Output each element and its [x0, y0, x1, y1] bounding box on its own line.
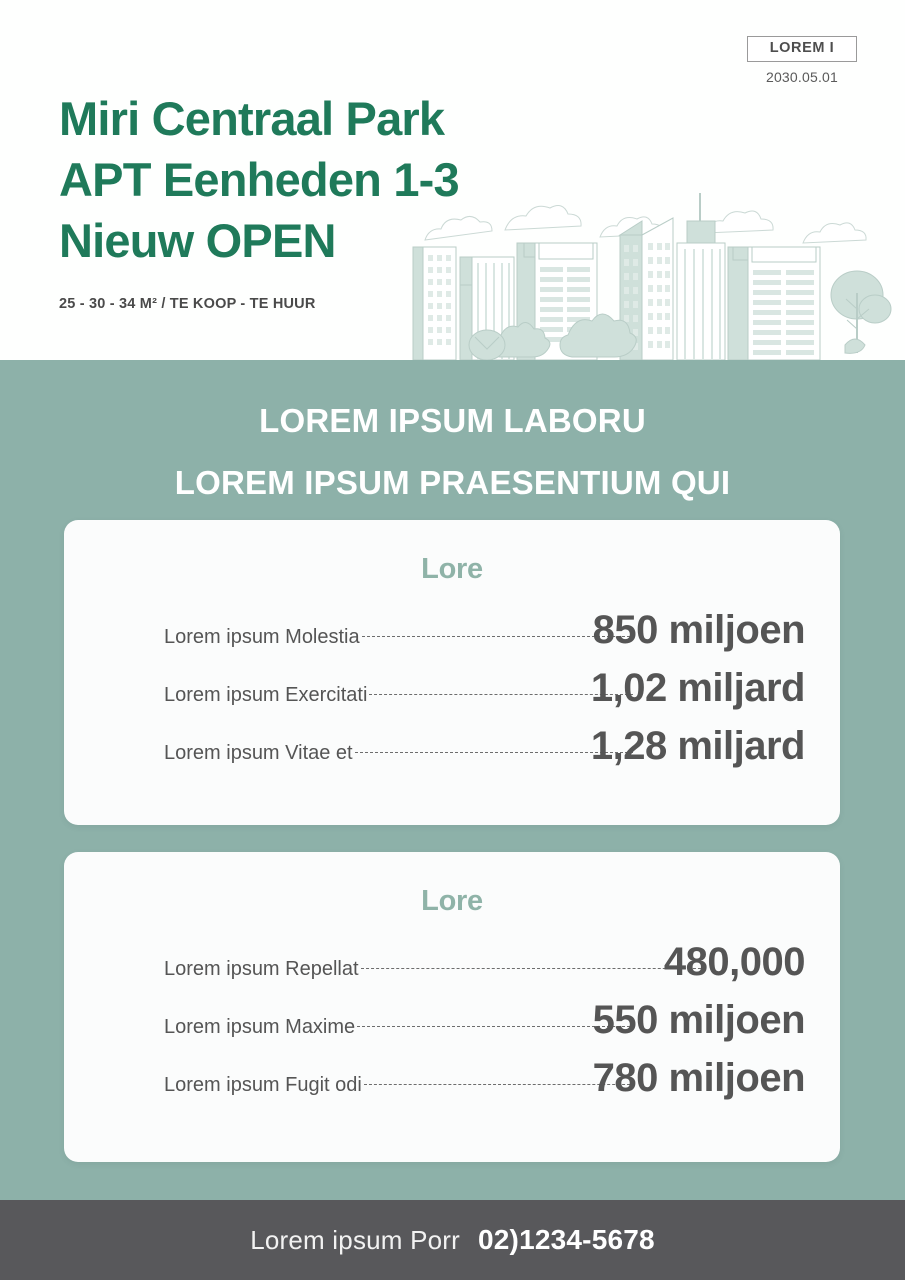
title-line-1: Miri Centraal Park — [59, 92, 445, 145]
card-2-rows — [64, 940, 840, 1114]
row-value: 1,28 miljard — [590, 724, 805, 768]
title-line-3: Nieuw OPEN — [59, 214, 336, 267]
row-value: 1,02 miljard — [590, 666, 805, 710]
section-heading — [0, 360, 905, 514]
footer-bar — [0, 1200, 905, 1280]
row-value: 780 miljoen — [592, 1056, 805, 1100]
subtitle: 25 - 30 - 34 M² / TE KOOP - TE HUUR — [59, 296, 316, 312]
section-heading-line-1: LOREM IPSUM LABORU — [259, 402, 646, 439]
table-row — [64, 666, 840, 724]
table-row — [64, 998, 840, 1056]
row-label: Lorem ipsum Fugit odi — [164, 1074, 362, 1096]
footer-phone[interactable]: 02)1234-5678 — [478, 1224, 655, 1255]
row-value: 480,000 — [663, 940, 805, 984]
cityscape-illustration — [405, 185, 905, 360]
header-section — [0, 0, 905, 360]
table-row — [64, 724, 840, 782]
badge-block — [747, 36, 857, 85]
table-row — [64, 1056, 840, 1114]
page-title — [59, 88, 459, 271]
table-row — [64, 940, 840, 998]
title-line-2: APT Eenheden 1-3 — [59, 153, 459, 206]
card-1-rows — [64, 608, 840, 782]
leader-line — [361, 968, 706, 969]
row-label: Lorem ipsum Maxime — [164, 1016, 356, 1038]
row-value: 550 miljoen — [592, 998, 805, 1042]
footer-label: Lorem ipsum Porr — [250, 1224, 461, 1255]
table-row — [64, 608, 840, 666]
row-label: Lorem ipsum Repellat — [164, 958, 359, 980]
badge-date: 2030.05.01 — [765, 68, 839, 85]
info-card-2 — [64, 852, 840, 1162]
info-card-1 — [64, 520, 840, 825]
row-label: Lorem ipsum Vitae et — [164, 742, 353, 764]
card-1-title: Lore — [421, 553, 483, 585]
row-label: Lorem ipsum Exercitati — [164, 684, 368, 706]
badge-label: LOREM I — [747, 36, 857, 62]
card-2-title: Lore — [421, 885, 483, 917]
main-section — [0, 360, 905, 1200]
section-heading-line-2: LOREM IPSUM PRAESENTIUM QUI — [174, 464, 731, 501]
row-label: Lorem ipsum Molestia — [164, 626, 360, 648]
row-value: 850 miljoen — [592, 608, 805, 652]
